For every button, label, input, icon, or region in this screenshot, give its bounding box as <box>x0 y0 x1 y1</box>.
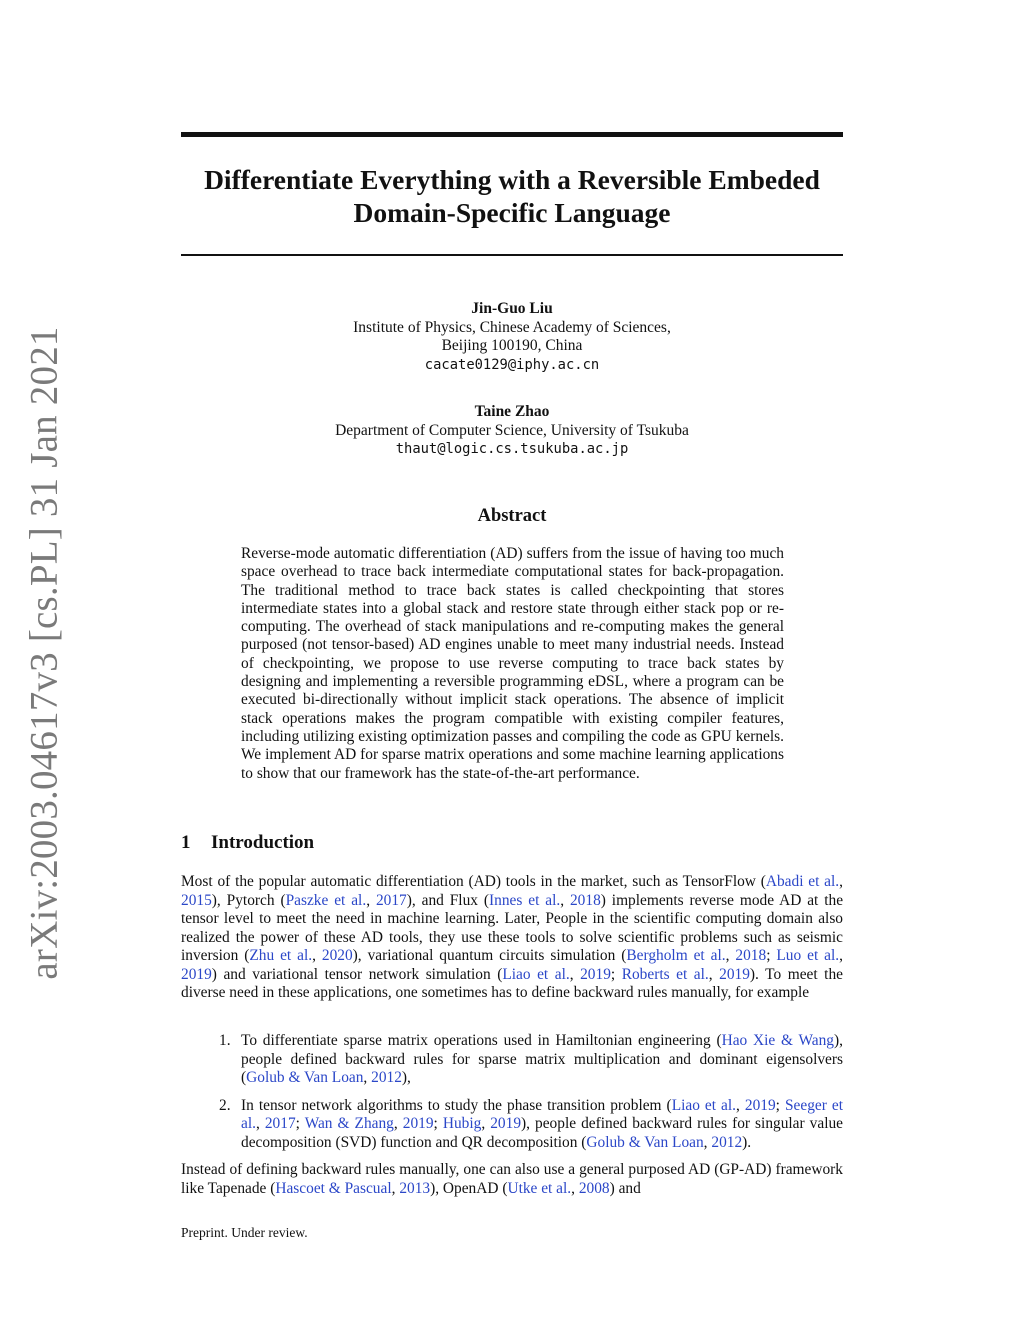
abstract-body: Reverse-mode automatic differentiation (AD) suffers from the issue of having too much space overhead to trace back intermediate computational states for back-propagation. The traditional method to trace back states is called checkpointing that stores intermediate states into a global stack and restore state through either stack pop or re-computing. The overhead of stack manipulations and re-computing makes the general purposed (not tensor-based) AD engines unable to meet many industrial needs. Instead of checkpointing, we propose to use reverse computing to trace back states by designing and implementing a reversible programming eDSL, where a program can be executed bi-directionally without implicit stack operations. The absence of implicit stack operations makes the program compatible with existing compiler features, including utilizing existing optimization passes and compiling the code as GPU kernels. We implement AD for sparse matrix operations and some machine learning applications to show that our framework has the state-of-the-art performance. <box>241 545 784 782</box>
citation-link[interactable]: 2017 <box>264 1115 296 1132</box>
text-run: , <box>560 891 570 909</box>
list-marker: 1. <box>219 1032 231 1049</box>
text-run: ; <box>433 1115 443 1132</box>
author-address: Beijing 100190, China <box>441 337 583 354</box>
text-run: ). To meet the diverse need in these applications, one sometimes has to define backward rules manually, for example <box>181 965 843 1001</box>
text-run: , <box>839 947 843 964</box>
section-number: 1 <box>181 832 191 853</box>
author-email[interactable]: cacate0129@iphy.ac.cn <box>424 356 600 373</box>
citation-link[interactable]: 2019 <box>490 1115 522 1132</box>
citation-link[interactable]: 2020 <box>321 947 353 964</box>
text-run: In tensor network algorithms to study the phase transition problem ( <box>241 1096 672 1114</box>
text-run: ), Pytorch ( <box>211 891 286 909</box>
citation-link[interactable]: Bergholm et al. <box>626 947 726 964</box>
citation-link[interactable]: Seeger et al. <box>241 1096 843 1132</box>
citation-link[interactable]: Luo et al. <box>776 947 840 964</box>
text-run: , <box>391 1179 400 1197</box>
intro-paragraph-2 <box>181 1161 843 1198</box>
citation-link[interactable]: 2019 <box>181 965 212 983</box>
title-top-rule <box>181 132 843 137</box>
citation-link[interactable]: Golub & Van Loan <box>246 1069 364 1086</box>
citation-link[interactable]: Liao et al. <box>671 1096 737 1114</box>
title-bottom-rule <box>181 254 843 256</box>
citation-link[interactable]: 2012 <box>371 1069 402 1086</box>
citation-link[interactable]: Hao Xie & Wang <box>721 1032 835 1049</box>
text-run: , <box>725 947 736 964</box>
text-run: ; <box>775 1096 785 1114</box>
text-run: , <box>363 1069 372 1086</box>
citation-link[interactable]: Innes et al. <box>489 891 561 909</box>
citation-link[interactable]: 2012 <box>711 1133 743 1151</box>
paper-title <box>181 163 843 229</box>
citation-link[interactable]: Zhu et al. <box>249 947 313 964</box>
text-run: , <box>839 873 843 890</box>
text-run: ) and <box>609 1179 641 1197</box>
text-run: ; <box>766 947 777 964</box>
text-run: , <box>736 1096 745 1114</box>
arxiv-id-text: arXiv:2003.04617v3 [cs.PL] 31 Jan 2021 <box>22 326 66 980</box>
list-marker: 2. <box>219 1096 231 1114</box>
citation-link[interactable]: 2019 <box>744 1096 776 1114</box>
intro-paragraph-1 <box>181 873 843 1003</box>
text-run: , <box>481 1115 491 1132</box>
text-run: ) implements reverse mode AD at the tensor level to meet the need in machine learning. Later, People in the scientific computing domain also realized the power of these AD tools, they use these tools to solve scientific problems such as seismic inversion ( <box>181 891 844 964</box>
citation-link[interactable]: 2018 <box>735 947 767 964</box>
author-block-2 <box>181 403 843 459</box>
author-name: Taine Zhao <box>474 403 550 420</box>
text-run: ), variational quantum circuits simulation ( <box>352 947 627 964</box>
text-run: ), <box>401 1069 411 1086</box>
citation-link[interactable]: Utke et al. <box>507 1179 572 1197</box>
text-run: ), OpenAD ( <box>430 1179 508 1197</box>
author-email[interactable]: thaut@logic.cs.tsukuba.ac.jp <box>395 441 629 457</box>
text-run: ). <box>742 1133 752 1151</box>
text-run: , <box>255 1115 265 1132</box>
citation-link[interactable]: 2015 <box>181 891 212 909</box>
author-affiliation: Institute of Physics, Chinese Academy of Sciences, <box>353 318 671 336</box>
title-line-2: Domain-Specific Language <box>353 197 671 228</box>
text-run: , <box>708 965 720 983</box>
title-line-1: Differentiate Everything with a Reversible Embeded <box>204 164 820 195</box>
text-run: Instead of defining backward rules manually, one can also use a general purposed AD (GP-AD) framework like Tapenade ( <box>181 1161 843 1197</box>
section-heading <box>181 832 314 854</box>
text-run: ; <box>610 965 622 983</box>
text-run: , <box>393 1115 403 1132</box>
citation-link[interactable]: 2019 <box>719 965 750 983</box>
text-run: To differentiate sparse matrix operations used in Hamiltonian engineering ( <box>241 1032 722 1049</box>
citation-link[interactable]: Golub & Van Loan <box>586 1133 704 1151</box>
citation-link[interactable]: Roberts et al. <box>621 965 709 983</box>
text-run: ), people defined backward rules for singular value decomposition (SVD) function and QR decomposition ( <box>241 1115 843 1151</box>
citation-link[interactable]: Liao et al. <box>502 965 570 983</box>
list-item <box>181 1032 843 1088</box>
text-run: , <box>703 1133 712 1151</box>
citation-link[interactable]: 2008 <box>578 1179 610 1197</box>
text-run: ) and variational tensor network simulation ( <box>211 965 503 983</box>
text-run: ), people defined backward rules for sparse matrix multiplication and dominant eigensolvers ( <box>241 1032 843 1086</box>
citation-link[interactable]: Paszke et al. <box>285 891 367 909</box>
citation-link[interactable]: 2019 <box>580 965 611 983</box>
section-title: Introduction <box>211 832 315 853</box>
text-run: ; <box>295 1115 305 1132</box>
author-affiliation: Department of Computer Science, University of Tsukuba <box>335 421 689 439</box>
text-run: , <box>312 947 322 964</box>
citation-link[interactable]: 2018 <box>569 891 601 909</box>
text-run: ), and Flux ( <box>406 891 489 909</box>
list-item <box>181 1097 843 1153</box>
example-list <box>181 1032 843 1161</box>
text-run: Most of the popular automatic differentiation (AD) tools in the market, such as TensorFlow ( <box>181 873 766 890</box>
abstract-heading: Abstract <box>477 506 547 526</box>
author-block-1 <box>181 300 843 374</box>
text-run: , <box>366 891 376 909</box>
citation-link[interactable]: 2013 <box>399 1179 431 1197</box>
citation-link[interactable]: Hubig <box>442 1115 482 1132</box>
citation-link[interactable]: 2017 <box>375 891 407 909</box>
citation-link[interactable]: Abadi et al. <box>765 873 840 890</box>
author-name: Jin-Guo Liu <box>471 300 553 317</box>
preprint-footer: Preprint. Under review. <box>181 1225 308 1240</box>
text-run: , <box>569 965 581 983</box>
text-run: , <box>571 1179 579 1197</box>
citation-link[interactable]: 2019 <box>402 1115 434 1132</box>
citation-link[interactable]: Hascoet & Pascual <box>275 1179 392 1197</box>
citation-link[interactable]: Wan & Zhang <box>304 1115 394 1132</box>
